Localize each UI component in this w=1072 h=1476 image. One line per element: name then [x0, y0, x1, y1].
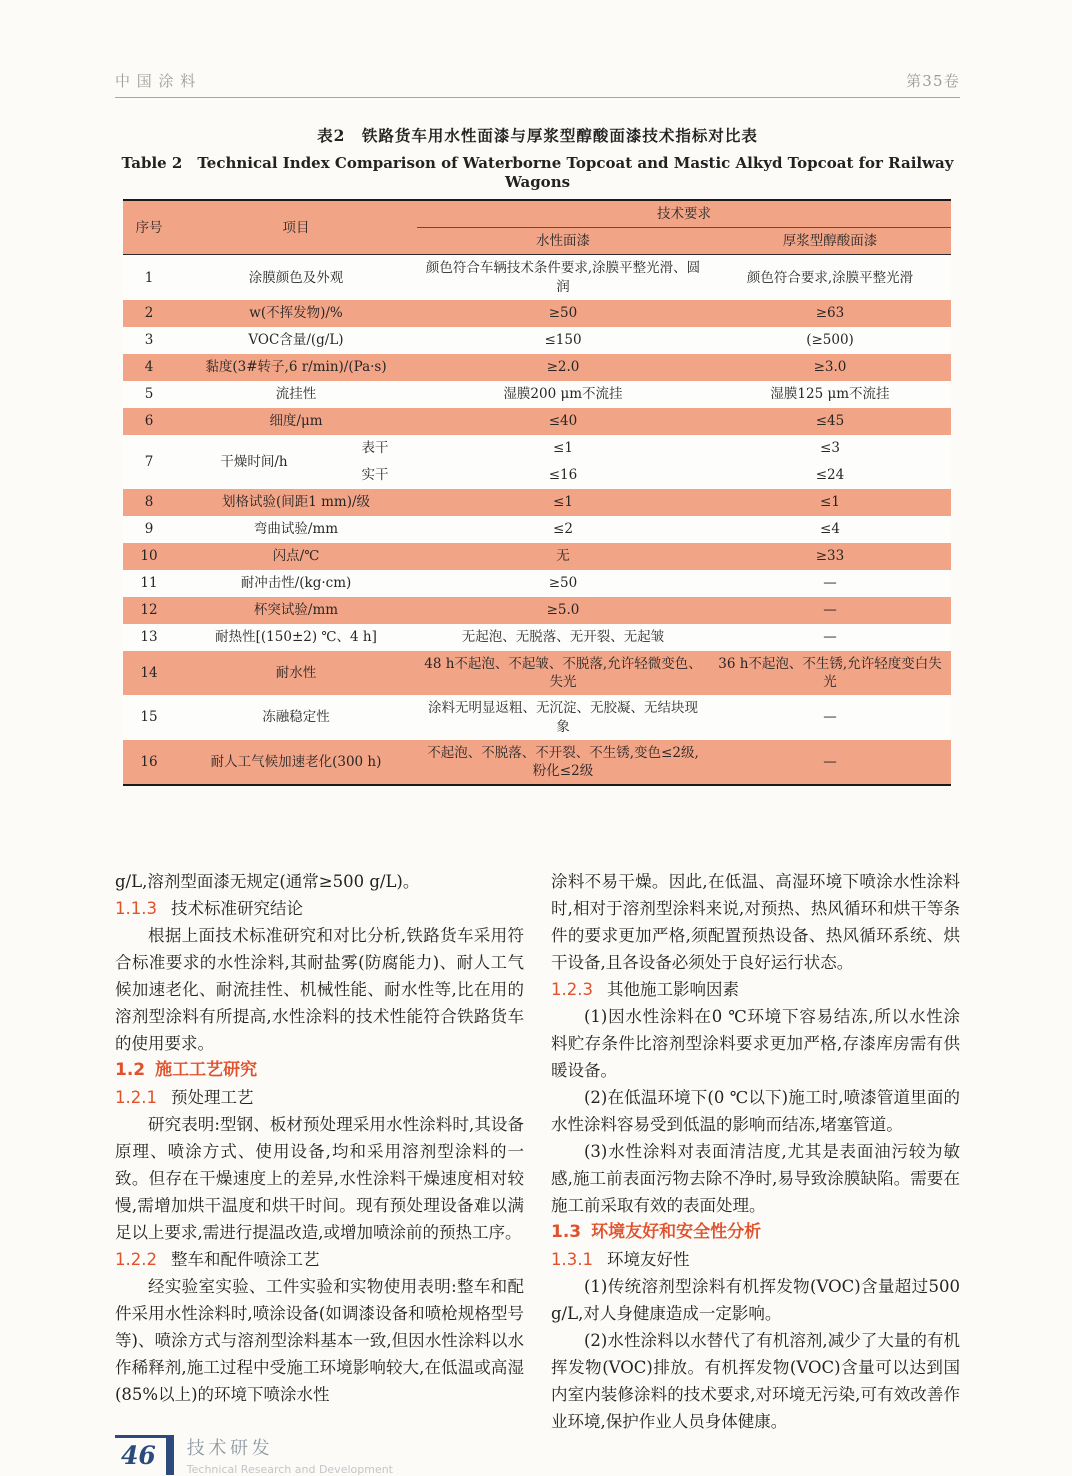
table-row	[123, 381, 951, 408]
cell-water: ≥50	[548, 575, 578, 592]
col-header-item: 项目	[175, 200, 417, 255]
heading-1-2	[115, 1057, 524, 1084]
cell-water: 不起泡、不脱落、不开裂、不生锈,变色≤2级,粉化≤2级	[427, 744, 699, 779]
journal-name: 中国涂料	[115, 72, 203, 90]
cell-item: 涂膜颜色及外观	[248, 269, 344, 286]
cell-alkyd: —	[823, 602, 837, 619]
table-row	[123, 435, 951, 462]
cell-water: 颜色符合车辆技术条件要求,涂膜平整光滑、圆润	[425, 260, 701, 295]
paragraph: g/L,溶剂型面漆无规定(通常≥500 g/L)。	[115, 872, 420, 892]
cell-water: ≤1	[553, 440, 573, 457]
cell-no: 16	[140, 753, 158, 770]
cell-no: 12	[140, 602, 158, 619]
heading-number: 1.2.2	[115, 1250, 157, 1270]
heading-number: 1.2	[115, 1060, 146, 1081]
cell-item: 细度/μm	[269, 413, 323, 430]
heading-number: 1.1.3	[115, 899, 157, 919]
col-header-requirement: 技术要求	[417, 200, 951, 228]
cell-no: 13	[140, 629, 158, 646]
cell-alkyd: 颜色符合要求,涂膜平整光滑	[746, 269, 914, 286]
cell-water: 涂料无明显返粗、无沉淀、无胶凝、无结块现象	[428, 700, 698, 735]
cell-item: w(不挥发物)/%	[249, 305, 343, 322]
table-title-en: Table 2 Technical Index Comparison of Waterborne Topcoat and Mastic Alkyd Topcoat for Railway Wagons	[121, 154, 954, 191]
heading-number: 1.2.1	[115, 1088, 157, 1108]
cell-no: 15	[140, 709, 158, 726]
cell-water: ≤1	[553, 494, 573, 511]
left-column	[115, 868, 524, 1435]
cell-item: 耐冲击性/(kg·cm)	[240, 575, 352, 592]
heading-number: 1.3	[551, 1222, 582, 1243]
cell-item: 干燥时间/h	[220, 453, 288, 470]
cell-water: ≤16	[548, 467, 578, 484]
right-column	[551, 868, 960, 1435]
table-title-zh: 表2 铁路货车用水性面漆与厚浆型醇酸面漆技术指标对比表	[317, 126, 758, 145]
cell-alkyd: ≤4	[820, 521, 840, 538]
cell-item: 闪点/℃	[272, 548, 320, 565]
cell-no: 10	[140, 548, 158, 565]
body-columns	[115, 868, 960, 1435]
heading-number: 1.2.3	[551, 980, 593, 1000]
heading-title: 施工工艺研究	[155, 1060, 258, 1081]
cell-no: 11	[140, 575, 158, 592]
table-row	[123, 255, 951, 300]
running-head	[115, 70, 960, 98]
table-row	[123, 695, 951, 739]
cell-no: 3	[144, 332, 154, 349]
cell-item: 耐人工气候加速老化(300 h)	[210, 753, 382, 770]
heading-title: 环境友好性	[606, 1250, 690, 1270]
table-row	[123, 300, 951, 327]
cell-water: ≥50	[548, 305, 578, 322]
paragraph: (3)水性涂料对表面清洁度,尤其是表面油污较为敏感,施工前表面污物去除不净时,易导致涂膜缺陷。需要在施工前采取有效的表面处理。	[551, 1142, 960, 1216]
paragraph: 涂料不易干燥。因此,在低温、高湿环境下喷涂水性涂料时,相对于溶剂型涂料来说,对预热、热风循环和烘干等条件的要求更加严格,须配置预热设备、热风循环系统、烘干设备,且各设备必须处于良好运行状态。	[551, 872, 960, 973]
cell-alkyd: ≤3	[820, 440, 840, 457]
cell-alkyd: ≤24	[815, 467, 845, 484]
paragraph: (2)在低温环境下(0 ℃以下)施工时,喷漆管道里面的水性涂料容易受到低温的影响而结冻,堵塞管道。	[551, 1088, 960, 1135]
footer-section	[187, 1435, 393, 1476]
heading-title: 预处理工艺	[170, 1088, 254, 1108]
col-header-waterborne: 水性面漆	[417, 228, 709, 255]
table-row	[123, 740, 951, 785]
heading-title: 技术标准研究结论	[170, 899, 303, 919]
paragraph: 根据上面技术标准研究和对比分析,铁路货车采用符合标准要求的水性涂料,其耐盐雾(防腐能力)、耐人工气候加速老化、耐流挂性、机械性能、耐水性等,比在用的溶剂型涂料有所提高,水性涂料的技术性能符合铁路货车的使用要求。	[115, 926, 524, 1054]
cell-no: 14	[140, 664, 158, 681]
cell-alkyd: ≥3.0	[813, 359, 847, 376]
footer-section-en: Technical Research and Development	[186, 1463, 393, 1476]
cell-item: 黏度(3#转子,6 r/min)/(Pa·s)	[205, 359, 387, 376]
table-row	[123, 489, 951, 516]
table-row	[123, 516, 951, 543]
cell-water: ≤40	[548, 413, 578, 430]
page-footer	[115, 1435, 960, 1476]
heading-title: 环境友好和安全性分析	[591, 1222, 762, 1243]
cell-no: 6	[144, 413, 154, 430]
table-row	[123, 327, 951, 354]
heading-1-2-3	[551, 976, 960, 1003]
cell-item: VOC含量/(g/L)	[248, 332, 344, 349]
cell-alkyd: ≤1	[820, 494, 840, 511]
cell-item: 冻融稳定性	[262, 709, 330, 726]
table-row	[123, 624, 951, 651]
table-row	[123, 597, 951, 624]
cell-water: 无起泡、无脱落、无开裂、无起皱	[461, 629, 665, 646]
cell-item: 弯曲试验/mm	[253, 521, 339, 538]
cell-no: 8	[144, 494, 154, 511]
paragraph: 研究表明:型钢、板材预处理采用水性涂料时,其设备原理、喷涂方式、使用设备,均和采用溶剂型涂料的一致。但存在干燥速度上的差异,水性涂料干燥速度相对较慢,需增加烘干温度和烘干时间。现有预处理设备难以满足以上要求,需进行提温改造,或增加喷涂前的预热工序。	[115, 1115, 524, 1243]
cell-no: 4	[144, 359, 154, 376]
cell-water: ≥2.0	[546, 359, 580, 376]
table-row	[123, 651, 951, 695]
cell-alkyd: ≥33	[815, 548, 845, 565]
cell-no: 2	[144, 305, 154, 322]
table-row	[123, 570, 951, 597]
volume-label: 第35卷	[906, 72, 960, 90]
paragraph: 经实验室实验、工件实验和实物使用表明:整车和配件采用水性涂料时,喷涂设备(如调漆设备和喷枪规格型号等)、喷涂方式与溶剂型涂料基本一致,但因水性涂料以水作稀释剂,施工过程中受施工环境影响较大,在低温或高湿(85%以上)的环境下喷涂水性	[115, 1277, 524, 1405]
page-number: 46	[121, 1441, 156, 1471]
cell-alkyd: —	[823, 575, 837, 592]
cell-no: 9	[144, 521, 154, 538]
cell-sub-label: 实干	[361, 467, 389, 484]
cell-no: 5	[144, 386, 154, 403]
cell-item: 流挂性	[275, 386, 317, 403]
cell-no: 1	[144, 269, 154, 286]
page-number-box	[115, 1435, 166, 1471]
cell-item: 划格试验(间距1 mm)/级	[221, 494, 371, 511]
page-number-block	[115, 1435, 174, 1475]
cell-item: 杯突试验/mm	[253, 602, 339, 619]
heading-1-2-1	[115, 1084, 524, 1111]
heading-title: 整车和配件喷涂工艺	[170, 1250, 320, 1270]
paragraph: (1)传统溶剂型涂料有机挥发物(VOC)含量超过500 g/L,对人身健康造成一定影响。	[551, 1277, 960, 1324]
heading-1-1-3	[115, 895, 524, 922]
cell-alkyd: ≤45	[815, 413, 845, 430]
paragraph: (2)水性涂料以水替代了有机溶剂,减少了大量的有机挥发物(VOC)排放。有机挥发物(VOC)含量可以达到国内室内装修涂料的技术要求,对环境无污染,可有效改善作业环境,保护作业人员身体健康。	[551, 1331, 960, 1432]
cell-alkyd: 湿膜125 μm不流挂	[770, 386, 890, 403]
cell-alkyd: (≥500)	[806, 332, 854, 349]
cell-water: ≤150	[544, 332, 582, 349]
heading-1-3-1	[551, 1246, 960, 1273]
heading-number: 1.3.1	[551, 1250, 593, 1270]
comparison-table	[123, 199, 951, 786]
cell-item: 耐水性	[275, 664, 317, 681]
table-head	[123, 200, 951, 255]
cell-water: 无	[556, 548, 570, 565]
cell-item: 耐热性[(150±2) ℃、4 h]	[215, 629, 377, 646]
cell-water: 湿膜200 μm不流挂	[503, 386, 623, 403]
cell-sub-label: 表干	[361, 440, 389, 457]
col-header-alkyd: 厚浆型醇酸面漆	[709, 228, 951, 255]
heading-1-3	[551, 1219, 960, 1246]
heading-title: 其他施工影响因素	[606, 980, 739, 1000]
cell-water: ≤2	[553, 521, 573, 538]
cell-alkyd: ≥63	[815, 305, 845, 322]
cell-alkyd: 36 h不起泡、不生锈,允许轻度变白失光	[718, 655, 942, 691]
heading-1-2-2	[115, 1246, 524, 1273]
table-row	[123, 354, 951, 381]
cell-alkyd: —	[823, 709, 837, 726]
table-row	[123, 543, 951, 570]
footer-bar-decoration	[166, 1435, 174, 1475]
cell-water: 48 h不起泡、不起皱、不脱落,允许轻微变色、失光	[424, 655, 702, 691]
cell-alkyd: —	[823, 753, 837, 770]
cell-water: ≥5.0	[546, 602, 580, 619]
cell-alkyd: —	[823, 629, 837, 646]
paragraph: (1)因水性涂料在0 ℃环境下容易结冻,所以水性涂料贮存条件比溶剂型涂料要求更加严格,存漆库房需有供暖设备。	[551, 1007, 960, 1081]
cell-no: 7	[144, 453, 154, 470]
table-row	[123, 408, 951, 435]
footer-section-zh: 技术研发	[186, 1438, 274, 1460]
col-header-no: 序号	[123, 200, 175, 255]
